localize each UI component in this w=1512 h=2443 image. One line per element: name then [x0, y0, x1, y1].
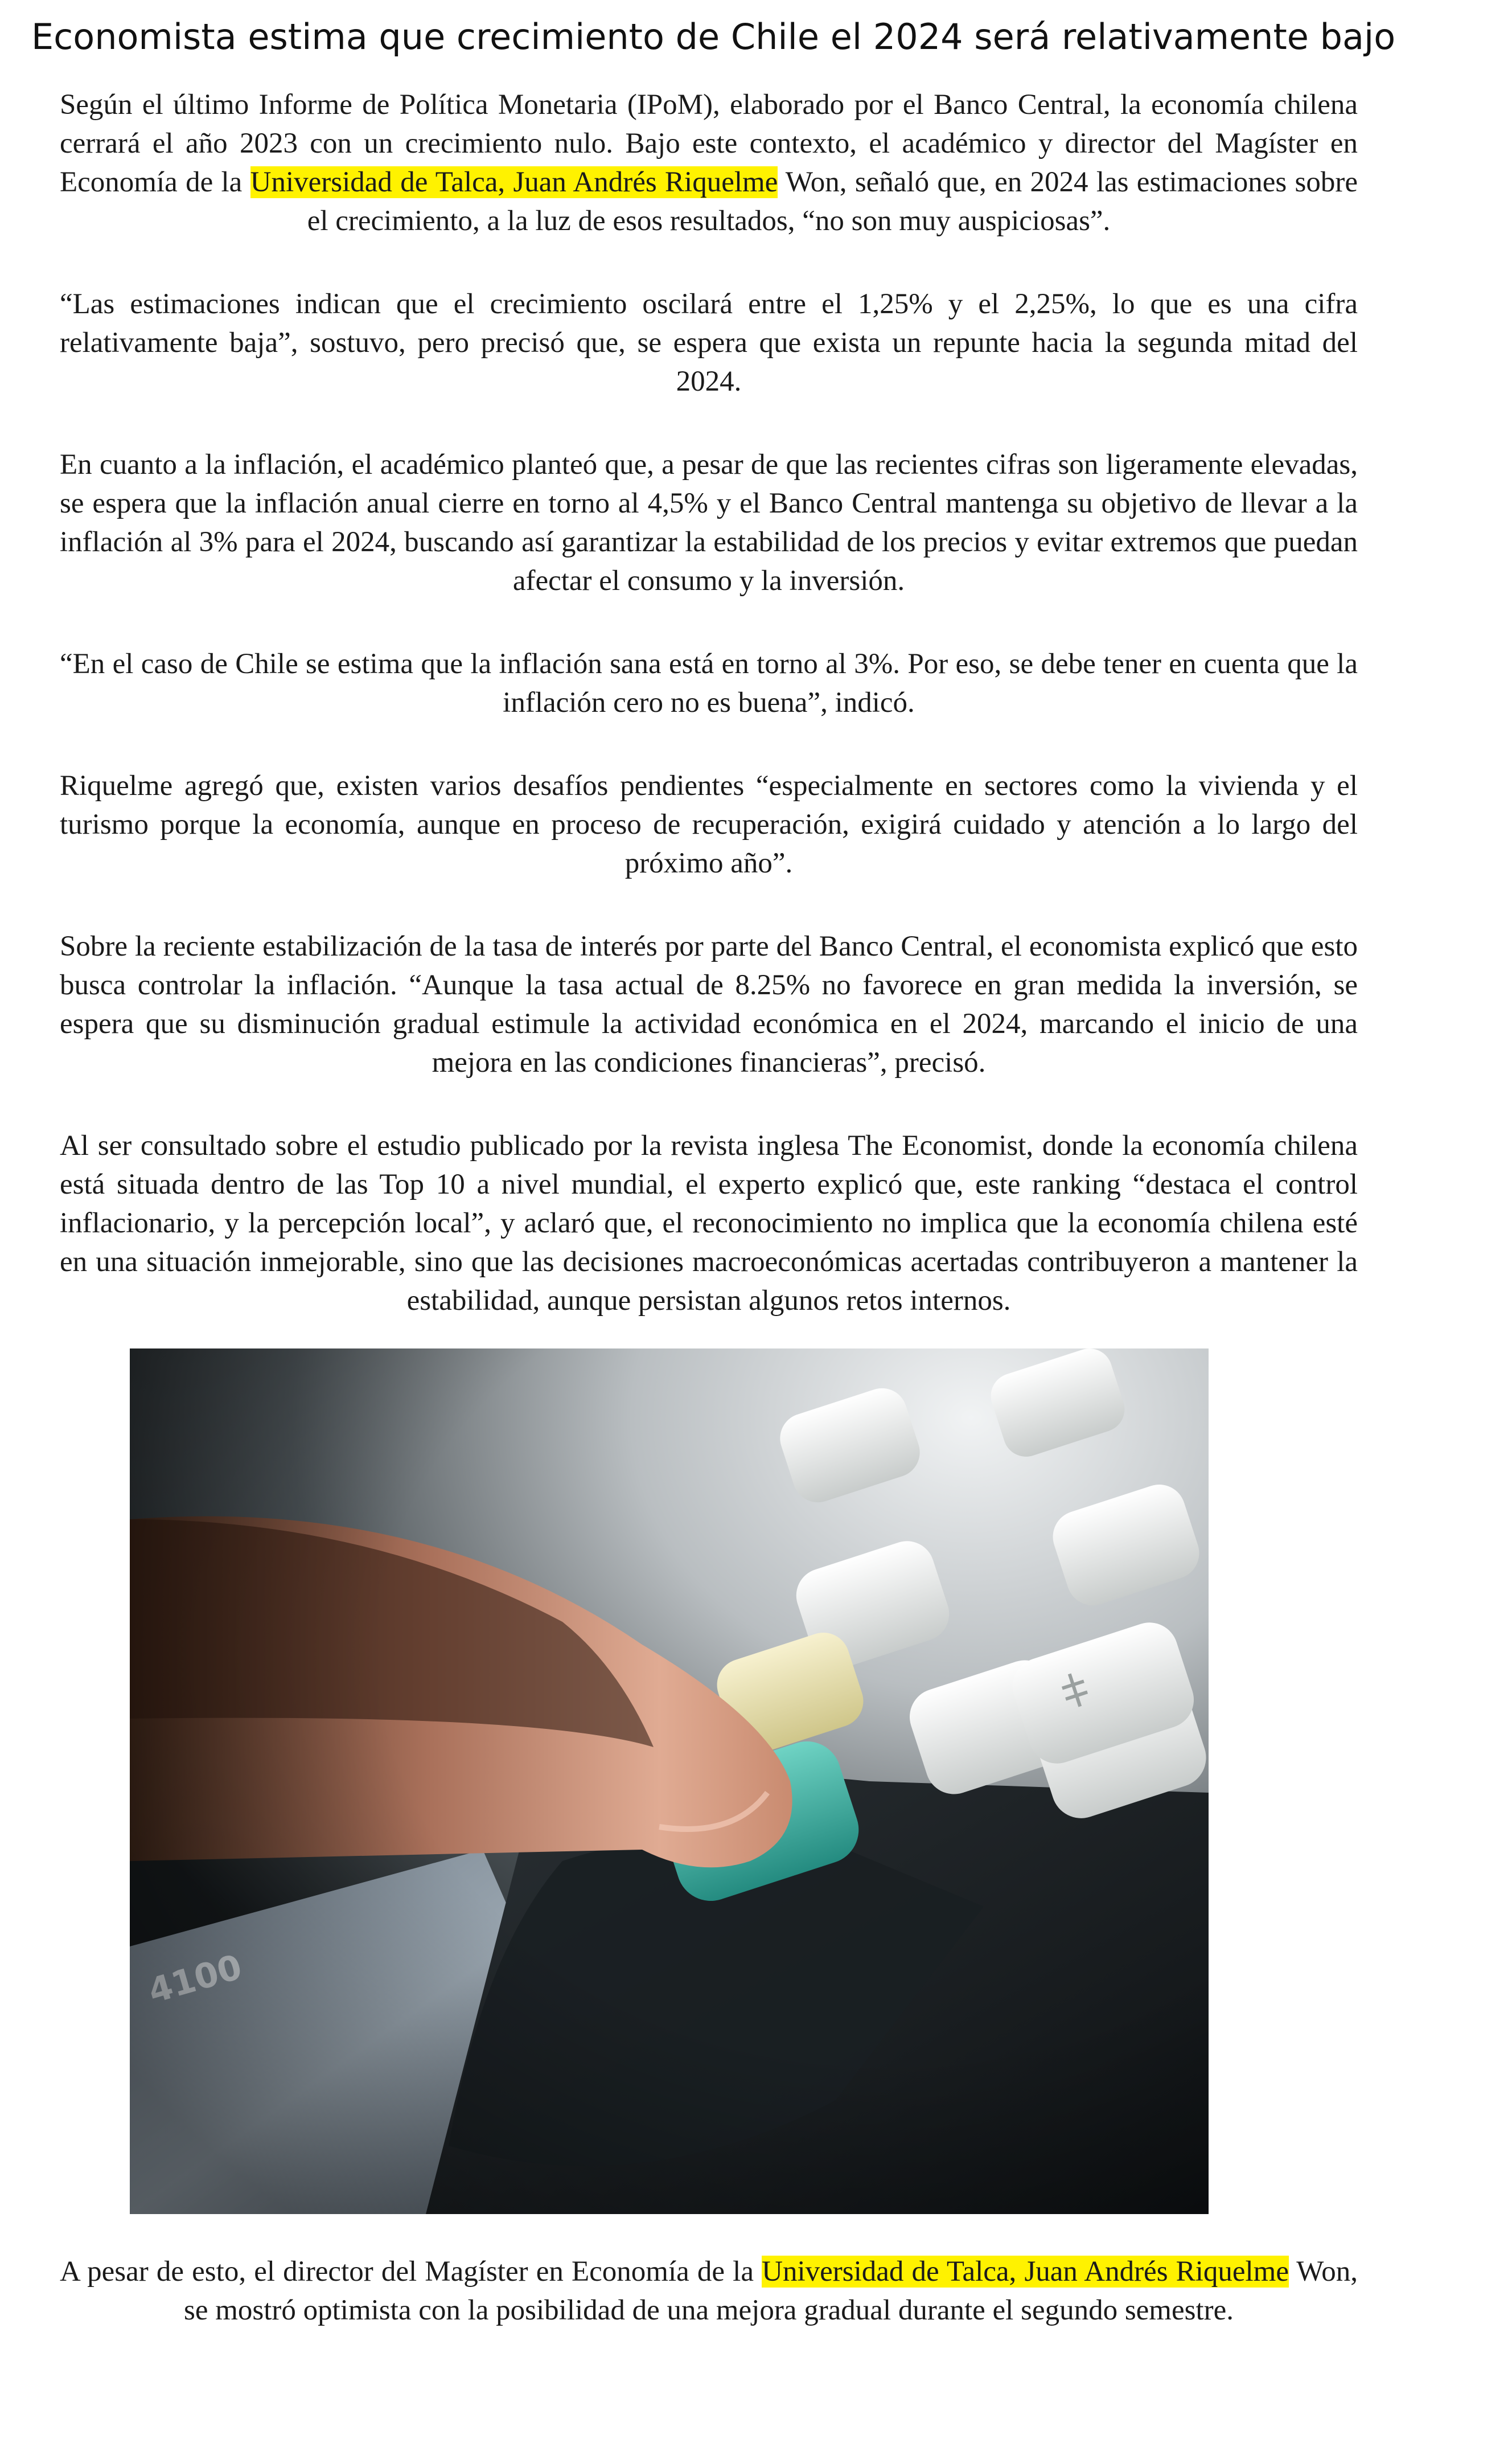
paragraph-4: “En el caso de Chile se estima que la inflación sana está en torno al 3%. Por eso, se debe tener en cuenta que la inflación cero no es buena”, indicó.	[60, 648, 1358, 719]
headline: Economista estima que crecimiento de Chile el 2024 será relativamente bajo	[31, 16, 1396, 58]
paragraph-1-text: Según el último Informe de Política Monetaria (IPoM), elaborado por el Banco Central, la economía chilena cerrará el año 2023 con un crecimiento nulo. Bajo este contexto, el académico y director del Magíster en Economía de la	[60, 89, 1358, 198]
paragraph-5: Riquelme agregó que, existen varios desafíos pendientes “especialmente en sectores como la vivienda y el turismo porque la economía, aunque en proceso de recuperación, exigirá cuidado y atención a lo largo del próximo año”.	[60, 770, 1358, 879]
article-body	[60, 85, 1358, 1364]
paragraph-1	[60, 85, 1358, 240]
paragraph-6: Sobre la reciente estabilización de la tasa de interés por parte del Banco Central, el economista explicó que esto busca controlar la inflación. “Aunque la tasa actual de 8.25% no favorece en gran medida la inversión, se espera que su disminución gradual estimule la actividad económica en el 2024, marcando el inicio de una mejora en las condiciones financieras”, precisó.	[60, 931, 1358, 1079]
closing-text-end: Won, se mostró optimista con la posibilidad de una mejora gradual durante el segundo semestre.	[183, 2256, 1358, 2326]
closing-text: A pesar de esto, el director del Magíster en Economía de la	[60, 2256, 762, 2288]
highlighted-name: Universidad de Talca, Juan Andrés Riquelme	[250, 166, 778, 198]
photo-illustration	[130, 1348, 1209, 2214]
paragraph-1-text-end: Won, señaló que, en 2024 las estimaciones sobre el crecimiento, a la luz de esos resultados, “no son muy auspiciosas”.	[307, 166, 1358, 237]
paragraph-3: En cuanto a la inflación, el académico planteó que, a pesar de que las recientes cifras son ligeramente elevadas, se espera que la inflación anual cierre en torno al 4,5% y el Banco Central mantenga su objetivo de llevar a la inflación al 3% para el 2024, buscando así garantizar la estabilidad de los precios y evitar extremos que puedan afectar el consumo y la inversión.	[60, 449, 1358, 597]
card-payment-terminal-photo	[130, 1348, 1209, 2214]
paragraph-2: “Las estimaciones indican que el crecimiento oscilará entre el 1,25% y el 2,25%, lo que es una cifra relativamente baja”, sostuvo, pero precisó que, se espera que exista un repunte hacia la segunda mitad del 2024.	[60, 288, 1358, 397]
paragraph-7: Al ser consultado sobre el estudio publicado por la revista inglesa The Economist, donde la economía chilena está situada dentro de las Top 10 a nivel mundial, el experto explicó que, este ranking “destaca el control inflacionario, y la percepción local”, y aclaró que, el reconocimiento no implica que la economía chilena esté en una situación inmejorable, sino que las decisiones macroeconómicas acertadas contribuyeron a mantener la estabilidad, aunque persistan algunos retos internos.	[60, 1130, 1358, 1317]
closing-paragraph	[60, 2252, 1358, 2330]
highlighted-name-closing: Universidad de Talca, Juan Andrés Riquelme	[762, 2256, 1289, 2288]
